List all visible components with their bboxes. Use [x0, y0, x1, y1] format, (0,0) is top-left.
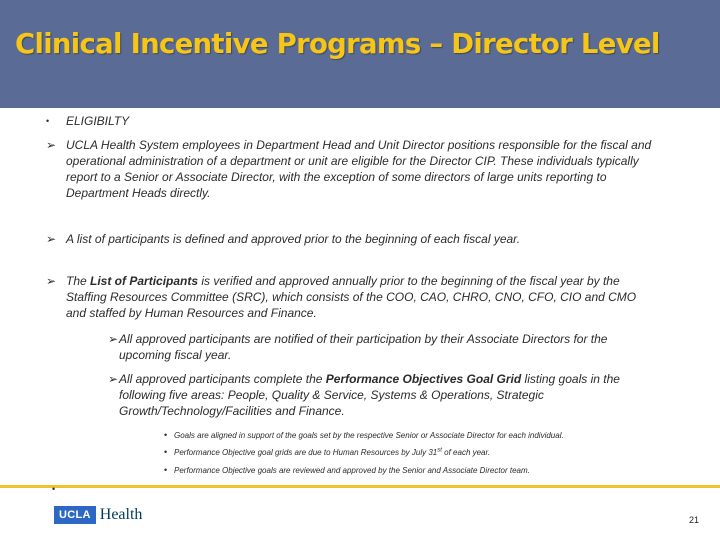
- ucla-health-logo: [54, 505, 142, 525]
- arrow-bullet-icon: ➢: [46, 232, 57, 246]
- ucla-logo-box: UCLA: [54, 506, 96, 524]
- participants-list-text: A list of participants is defined and approved prior to the beginning of each fiscal year.: [66, 232, 521, 246]
- slide-title: Clinical Incentive Programs – Director Level: [15, 28, 660, 60]
- arrow-bullet-icon: ➢: [108, 372, 119, 386]
- arrow-bullet-icon: ➢: [108, 332, 119, 346]
- goals-aligned-text: Goals are aligned in support of the goals set by the respective Senior or Associate Director for each individual.: [174, 431, 564, 440]
- eligibility-text: UCLA Health System employees in Department Head and Unit Director positions responsible for the fiscal and operational administration of a department or unit are eligible for the Director CIP. These individuals typically report to a Senior or Associate Director, with the exception of some directors of large units reporting to Department Heads directly.: [66, 138, 652, 200]
- eligibility-item: [46, 113, 654, 129]
- participants-list-item: [46, 231, 654, 247]
- goal-grid-text: All approved participants complete the Performance Objectives Goal Grid listing goals in the following five areas: People, Quality & Service, Systems & Operations, Strategic Growth/Technology/Facilities and Finance.: [119, 372, 620, 418]
- due-date-item: [164, 447, 684, 458]
- reviewed-item: [164, 465, 684, 476]
- goal-grid-item: [108, 371, 653, 419]
- notified-text: All approved participants are notified of their participation by their Associate Directors for the upcoming fiscal year.: [119, 332, 608, 362]
- bullet-dot-icon: •: [46, 116, 50, 126]
- arrow-bullet-icon: ➢: [46, 274, 57, 288]
- due-date-text: Performance Objective goal grids are due to Human Resources by July 31st of each year.: [174, 447, 491, 457]
- health-logo-text: Health: [99, 506, 143, 523]
- list-of-participants-bold: List of Participants: [90, 274, 199, 288]
- list-of-participants-text: The List of Participants is verified and approved annually prior to the beginning of the fiscal year by the Staffing Resources Committee (SRC), which consists of the COO, CAO, CHRO, CNO, CFO, CIO and CMO and staffed by Human Resources and Finance.: [66, 274, 637, 320]
- bullet-dot-icon: •: [164, 430, 168, 440]
- footer-divider: [0, 485, 720, 488]
- page-number: 21: [689, 515, 700, 525]
- eligibility-heading: ELIGIBILTY: [66, 114, 130, 128]
- arrow-bullet-icon: ➢: [46, 138, 57, 152]
- bullet-dot-icon: •: [52, 484, 56, 494]
- reviewed-text: Performance Objective goals are reviewed and approved by the Senior and Associate Director team.: [174, 466, 530, 475]
- bullet-dot-icon: •: [164, 447, 168, 457]
- eligibility-paragraph: [46, 137, 654, 201]
- bullet-dot-icon: •: [164, 465, 168, 475]
- list-of-participants-item: [46, 273, 654, 321]
- goals-aligned-item: [164, 430, 684, 441]
- notified-item: [108, 331, 653, 363]
- goal-grid-bold: Performance Objectives Goal Grid: [325, 372, 522, 386]
